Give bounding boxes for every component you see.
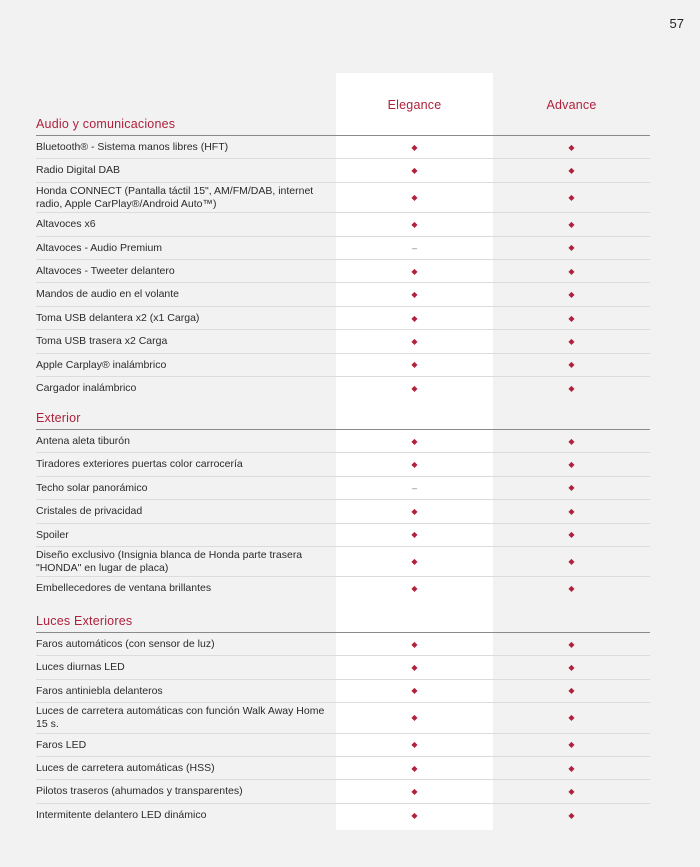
table-row [36,213,650,236]
elegance-mark: ◆ [411,436,418,446]
elegance-mark: ◆ [411,713,418,723]
section-title: Exterior [36,407,650,430]
table-row [36,577,650,599]
row-label: Mandos de audio en el volante [36,288,180,301]
advance-mark: ◆ [568,219,575,229]
table-row [36,453,650,476]
elegance-mark: – [411,242,417,253]
advance-mark: ◆ [568,193,575,203]
table-row [36,183,650,214]
advance-mark: ◆ [568,506,575,516]
advance-mark: ◆ [568,460,575,470]
elegance-mark: – [411,482,417,493]
row-label: Spoiler [36,528,69,541]
table-row [36,524,650,547]
column-header-elegance: Elegance [387,98,442,112]
advance-mark: ◆ [568,584,575,594]
elegance-mark: ◆ [411,142,418,152]
section-title: Audio y comunicaciones [36,113,650,136]
page-number: 57 [669,16,684,31]
row-label: Tiradores exteriores puertas color carrocería [36,458,243,471]
row-label: Embellecedores de ventana brillantes [36,582,212,595]
row-label: Intermitente delantero LED dinámico [36,808,207,821]
row-label: Antena aleta tiburón [36,434,130,447]
advance-mark: ◆ [568,787,575,797]
row-label: Luces de carretera automáticas con función Walk Away Home 15 s. [36,705,325,730]
column-header-advance: Advance [546,98,597,112]
table-row [36,136,650,159]
advance-mark: ◆ [568,360,575,370]
row-label: Altavoces - Tweeter delantero [36,265,175,277]
advance-mark: ◆ [568,383,575,393]
elegance-mark: ◆ [411,219,418,229]
table-row [36,283,650,306]
row-label: Bluetooth® - Sistema manos libres (HFT) [36,140,229,153]
elegance-mark: ◆ [411,663,418,673]
row-label: Faros antiniebla delanteros [36,684,163,697]
advance-mark: ◆ [568,810,575,820]
row-label: Honda CONNECT (Pantalla táctil 15", AM/FM/DAB, internet radio, Apple CarPlay®/Android Auto™) [36,185,314,210]
table-row [36,260,650,283]
elegance-mark: ◆ [411,686,418,696]
row-label: Cargador inalámbrico [36,381,137,394]
elegance-mark: ◆ [411,810,418,820]
table-row [36,633,650,656]
row-label: Radio Digital DAB [36,164,121,177]
elegance-mark: ◆ [411,166,418,176]
elegance-mark: ◆ [411,584,418,594]
table-row [36,734,650,757]
elegance-mark: ◆ [411,383,418,393]
table-row [36,680,650,703]
table-row [36,430,650,453]
advance-mark: ◆ [568,290,575,300]
elegance-mark: ◆ [411,336,418,346]
advance-mark: ◆ [568,639,575,649]
section-exterior-lights [36,610,650,826]
table-row [36,656,650,679]
elegance-mark: ◆ [411,557,418,567]
elegance-mark: ◆ [411,763,418,773]
row-label: Toma USB trasera x2 Carga [36,335,168,348]
elegance-mark: ◆ [411,313,418,323]
table-row [36,757,650,780]
advance-mark: ◆ [568,142,575,152]
advance-mark: ◆ [568,166,575,176]
table-row [36,780,650,803]
advance-mark: ◆ [568,740,575,750]
row-label: Faros LED [36,738,87,751]
advance-mark: ◆ [568,483,575,493]
table-row [36,477,650,500]
advance-mark: ◆ [568,713,575,723]
table-row [36,307,650,330]
row-label: Luces diurnas LED [36,661,125,674]
advance-mark: ◆ [568,686,575,696]
section-audio [36,113,650,399]
advance-mark: ◆ [568,530,575,540]
elegance-mark: ◆ [411,460,418,470]
elegance-mark: ◆ [411,740,418,750]
elegance-mark: ◆ [411,530,418,540]
table-row [36,547,650,578]
table-row [36,500,650,523]
advance-mark: ◆ [568,663,575,673]
advance-mark: ◆ [568,266,575,276]
advance-mark: ◆ [568,336,575,346]
elegance-mark: ◆ [411,787,418,797]
elegance-mark: ◆ [411,360,418,370]
row-label: Apple Carplay® inalámbrico [36,358,167,371]
section-exterior [36,407,650,600]
advance-mark: ◆ [568,243,575,253]
elegance-mark: ◆ [411,266,418,276]
row-label: Luces de carretera automáticas (HSS) [36,762,215,774]
elegance-mark: ◆ [411,639,418,649]
advance-mark: ◆ [568,557,575,567]
advance-mark: ◆ [568,763,575,773]
elegance-mark: ◆ [411,290,418,300]
table-row [36,703,650,734]
row-label: Altavoces - Audio Premium [36,241,163,254]
table-row [36,237,650,260]
advance-mark: ◆ [568,436,575,446]
elegance-mark: ◆ [411,193,418,203]
table-row [36,377,650,399]
table-row [36,354,650,377]
advance-mark: ◆ [568,313,575,323]
row-label: Altavoces x6 [36,218,96,231]
table-row [36,330,650,353]
row-label: Techo solar panorámico [36,481,148,494]
table-row [36,804,650,826]
table-row [36,159,650,182]
row-label: Cristales de privacidad [36,505,143,518]
row-label: Faros automáticos (con sensor de luz) [36,637,215,650]
row-label: Toma USB delantera x2 (x1 Carga) [36,311,200,324]
elegance-mark: ◆ [411,506,418,516]
row-label: Diseño exclusivo (Insignia blanca de Honda parte trasera "HONDA" en lugar de placa) [36,549,303,574]
section-title: Luces Exteriores [36,610,650,633]
row-label: Pilotos traseros (ahumados y transparentes) [36,785,243,798]
